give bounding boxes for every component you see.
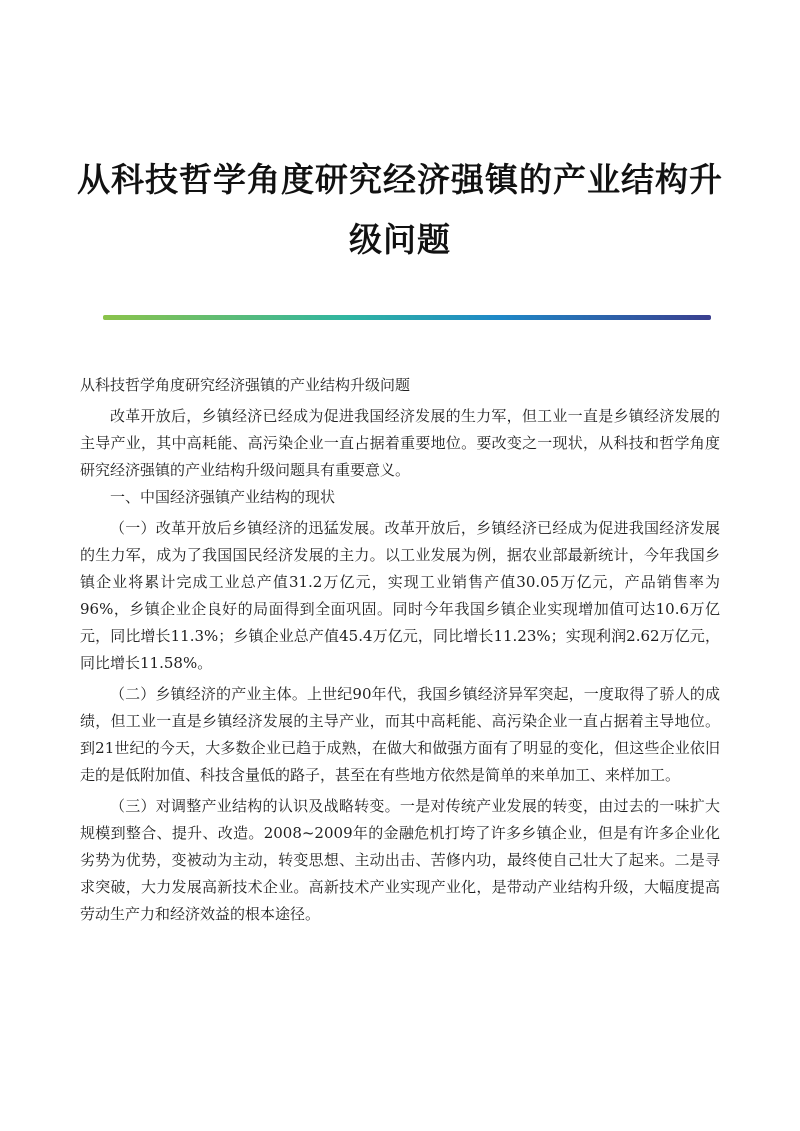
document-body xyxy=(80,372,720,928)
document-title xyxy=(60,150,740,270)
title-divider xyxy=(103,315,711,320)
intro-paragraph: 改革开放后，乡镇经济已经成为促进我国经济发展的生力军，但工业一直是乡镇经济发展的主导产业，其中高耗能、高污染企业一直占据着重要地位。要改变之一现状，从科技和哲学角度研究经济强镇的产业结构升级问题具有重要意义。 xyxy=(80,407,720,479)
paragraph-1: （一）改革开放后乡镇经济的迅猛发展。改革开放后，乡镇经济已经成为促进我国经济发展的生力军，成为了我国国民经济发展的主力。以工业发展为例，据农业部最新统计，今年我国乡镇企业将累计完成工业总产值31.2万亿元，实现工业销售产值30.05万亿元，产品销售率为96%，乡镇企业企良好的局面得到全面巩固。同时今年我国乡镇企业实现增加值可达10.6万亿元，同比增长11.3%；乡镇企业总产值45.4万亿元，同比增长11.23%；实现利润2.62万亿元，同比增长11.58%。 xyxy=(80,519,720,672)
title-line-2: 级问题 xyxy=(349,220,451,259)
paragraph-3: （三）对调整产业结构的认识及战略转变。一是对传统产业发展的转变，由过去的一味扩大规模到整合、提升、改造。2008~2009年的金融危机打垮了许多乡镇企业，但是有许多企业化劣势为优势，变被动为主动，转变思想、主动出击、苦修内功，最终使自己壮大了起来。二是寻求突破，大力发展高新技术企业。高新技术产业实现产业化，是带动产业结构升级，大幅度提高劳动生产力和经济效益的根本途径。 xyxy=(80,797,720,923)
paragraph-2: （二）乡镇经济的产业主体。上世纪90年代，我国乡镇经济异军突起，一度取得了骄人的成绩，但工业一直是乡镇经济发展的主导产业，而其中高耗能、高污染企业一直占据着主导地位。到21世纪的今天，大多数企业已趋于成熟，在做大和做强方面有了明显的变化，但这些企业依旧走的是低附加值、科技含量低的路子，甚至在有些地方依然是简单的来单加工、来样加工。 xyxy=(80,685,720,784)
document-subtitle: 从科技哲学角度研究经济强镇的产业结构升级问题 xyxy=(80,376,411,394)
section-heading-1: 一、中国经济强镇产业结构的现状 xyxy=(110,488,336,506)
title-line-1: 从科技哲学角度研究经济强镇的产业结构升 xyxy=(77,160,723,199)
